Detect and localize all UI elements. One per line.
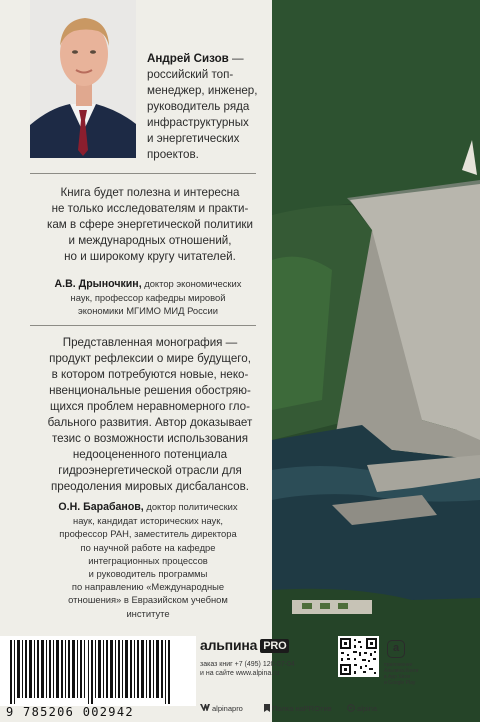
app-label-line: в App Store [384,674,411,680]
app-label-line: Альпина.Книги [384,668,419,674]
text-line: профессор РАН, заместитель директора [59,528,237,540]
text-line: институте [126,607,170,619]
text-line: продукт рефлексии о мире будущего, [49,352,251,365]
vk-icon [200,704,210,713]
divider [30,173,256,174]
app-label-line: приложение [384,662,413,668]
author-name: Андрей Сизов [147,52,229,65]
bio-line: и энергетических [147,132,240,145]
author-bio: Андрей Сизов — российский топ- менеджер, инженер, руководитель ряда инфраструктурных и энергетических проектов. [147,51,269,163]
divider [30,325,256,326]
text-line: кам в сфере энергетической политики [47,218,253,231]
text-line: недооцененного потенциала [72,448,228,461]
text-line: по направлению «Международные [71,581,225,593]
brand-label: alpina [357,704,378,713]
text-line: щихся проблем неравномерного гло- [50,400,250,413]
reviewer-title: доктор политических [146,501,238,512]
bio-line: руководитель ряда [147,100,250,113]
text-line: но и широкому кругу читателей. [64,250,236,263]
author-photo [30,0,136,158]
review-drynochkin [30,277,266,318]
text-line: экономики МГИМО МИД России [78,305,218,317]
bio-line: инфраструктурных [147,116,249,129]
text-line: Книга будет полезна и интересна [60,186,240,199]
text-line: наук, кандидат исторических наук, [73,515,223,527]
logo-text: альпина [200,637,258,653]
text-line: гидроэнергетической отрасли для [58,464,242,477]
dam-photo [272,0,480,722]
logo-badge: PRO [260,639,289,653]
vk-handle: alpinapro [212,704,243,713]
monograph-paragraph [30,335,270,495]
isbn-number: 9 785206 002942 [6,705,134,719]
app-icon: a [387,640,405,658]
shelf-label: Полка наPROтив [272,704,332,713]
text-line: Представленная монография — [62,336,238,349]
qr-code [338,636,379,677]
text-line: в котором потребуются новые, неко- [51,368,249,381]
contact-line: заказ книг +7 (495) 120-07-04 [200,661,295,668]
text-line: тезис о возможности использования [51,432,249,445]
text-line: нвенциональные решения обостряю- [49,384,251,397]
text-line: преодоления мировых дисбалансов. [51,480,249,493]
bio-line: проектов. [147,148,199,161]
order-contacts [200,660,295,678]
bookmark-icon [264,704,270,714]
reviewer-name: О.Н. Барабанов, [58,501,144,513]
reviewer-name: А.В. Дрыночкин, [54,278,142,290]
text-line: интеграционных процессов [88,554,208,566]
reviewer-title: доктор экономических [144,278,242,289]
review-barabanov [30,500,266,620]
text-line: не только исследователям и практи- [51,202,249,215]
isbn-barcode [0,636,196,706]
intro-paragraph [30,185,270,265]
text-line: и международных отношений, [68,234,232,247]
text-line: наук, профессор кафедры мировой [70,292,226,304]
alpina-mark-icon [347,704,355,714]
contact-line: и на сайте www.alpina.ru [200,670,280,677]
bio-line: менеджер, инженер, [147,84,258,97]
app-label-line: и Google Play [384,680,416,686]
bio-line: российский топ- [147,68,234,81]
text-line: отношения» в Евразийском учебном [68,594,228,606]
text-line: и руководитель программы [88,568,208,580]
text-line: бального развития. Автор доказывает [47,416,253,429]
publisher-logo [200,637,289,653]
text-line: по научной работе на кафедре [80,541,216,553]
app-label [384,662,440,686]
